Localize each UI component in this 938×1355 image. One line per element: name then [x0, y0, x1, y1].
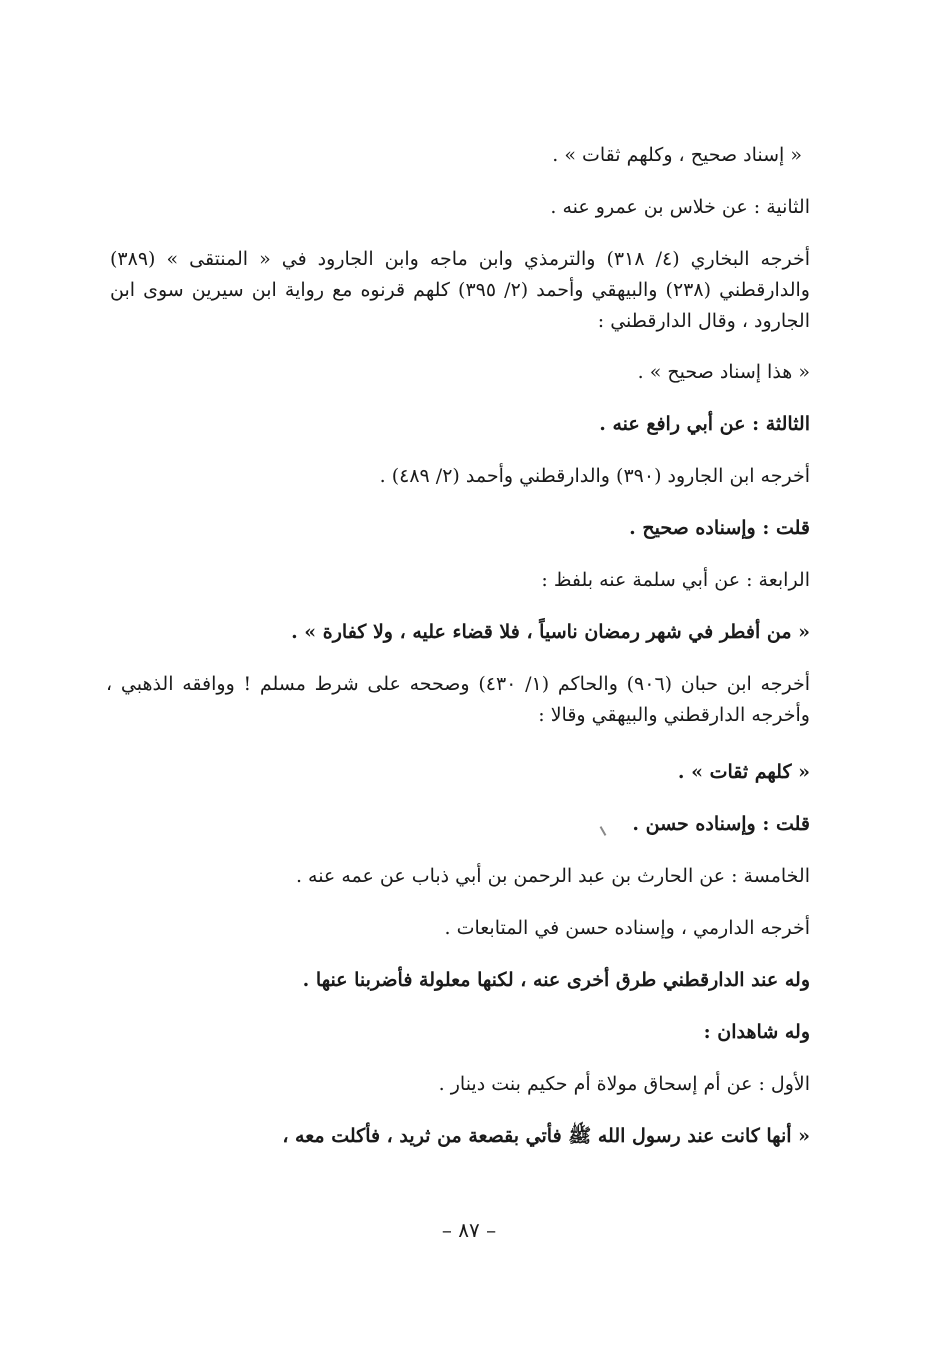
text-line-darimi: أخرجه الدارمي ، وإسناده حسن في المتابعات . [444, 917, 810, 939]
paragraph-ibn-hibban: أخرجه ابن حبان (٩٠٦) والحاكم (١/ ٤٣٠) وصححه على شرط مسلم ! ووافقه الذهبي ، وأخرجه الدارقطني والبيهقي وقالا : [106, 673, 810, 726]
page-number: – ٨٧ – [441, 1218, 497, 1242]
text-line-shahidan: وله شاهدان : [703, 1021, 810, 1043]
page-body [106, 140, 810, 1173]
paragraph-bukhari: أخرجه البخاري (٤/ ٣١٨) والترمذي وابن ماجه وابن الجارود في « المنتقى » (٣٨٩) والدارقطني (٢٣٨) والبيهقي وأحمد (٢/ ٣٩٥) كلهم قرنوه مع رواية ابن سيرين سوى ابن الجارود ، وقال الدارقطني : [110, 248, 810, 332]
text-line-third: الثالثة : عن أبي رافع عنه . [599, 413, 810, 435]
text-line-ibn-jarud: أخرجه ابن الجارود (٣٩٠) والدارقطني وأحمد (٢/ ٤٨٩) . [379, 465, 810, 487]
text-line-qultu-2: قلت : وإسناده حسن . [632, 813, 810, 835]
text-line-thiqat: « كلهم ثقات » . [677, 761, 810, 783]
text-line-qultu-1: قلت : وإسناده صحيح . [629, 517, 810, 539]
text-line-turuq: وله عند الدارقطني طرق أخرى عنه ، لكنها معلولة فأضربنا عنها . [302, 969, 810, 991]
text-line-fourth: الرابعة : عن أبي سلمة عنه بلفظ : [541, 569, 810, 591]
text-line-first-witness: الأول : عن أم إسحاق مولاة أم حكيم بنت دينار . [438, 1073, 810, 1095]
text-line-quote-sahih: « هذا إسناد صحيح » . [637, 361, 810, 383]
text-line-2: الثانية : عن خلاس بن عمرو عنه . [550, 196, 810, 218]
text-line-fifth: الخامسة : عن الحارث بن عبد الرحمن بن أبي ذباب عن عمه عنه . [295, 865, 810, 887]
text-line-1: « إسناد صحيح ، وكلهم ثقات » . [552, 144, 802, 166]
text-line-hadith-quote: « من أفطر في شهر رمضان ناسياً ، فلا قضاء عليه ، ولا كفارة » . [291, 621, 810, 643]
text-line-last-quote: « أنها كانت عند رسول الله ﷺ فأتي بقصعة من ثريد ، فأكلت معه ، [282, 1125, 810, 1147]
